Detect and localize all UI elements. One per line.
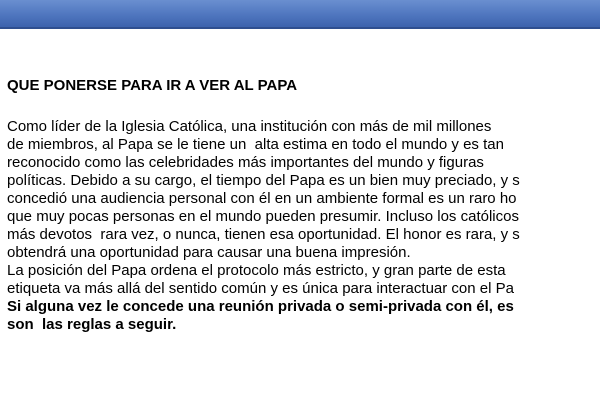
body-line: La posición del Papa ordena el protocolo más estricto, y gran parte de esta xyxy=(7,262,506,279)
body-line: más devotos rara vez, o nunca, tienen esa oportunidad. El honor es rara, y s xyxy=(7,226,520,243)
document-title: QUE PONERSE PARA IR A VER AL PAPA xyxy=(7,77,298,94)
body-line: etiqueta va más allá del sentido común y es única para interactuar con el Pa xyxy=(7,280,514,297)
bold-line: son las reglas a seguir. xyxy=(7,316,177,333)
top-banner xyxy=(0,0,600,29)
body-text xyxy=(7,118,600,334)
body-line: políticas. Debido a su cargo, el tiempo del Papa es un bien muy preciado, y s xyxy=(7,172,520,189)
body-line: que muy pocas personas en el mundo pueden presumir. Incluso los católicos xyxy=(7,208,519,225)
body-line: Como líder de la Iglesia Católica, una institución con más de mil millones xyxy=(7,118,492,135)
body-line: de miembros, al Papa se le tiene un alta estima en todo el mundo y es tan xyxy=(7,136,504,153)
body-line: concedió una audiencia personal con él en un ambiente formal es un raro ho xyxy=(7,190,517,207)
bold-line: Si alguna vez le concede una reunión privada o semi-privada con él, es xyxy=(7,298,514,315)
body-line: reconocido como las celebridades más importantes del mundo y figuras xyxy=(7,154,484,171)
body-line: obtendrá una oportunidad para causar una buena impresión. xyxy=(7,244,411,261)
